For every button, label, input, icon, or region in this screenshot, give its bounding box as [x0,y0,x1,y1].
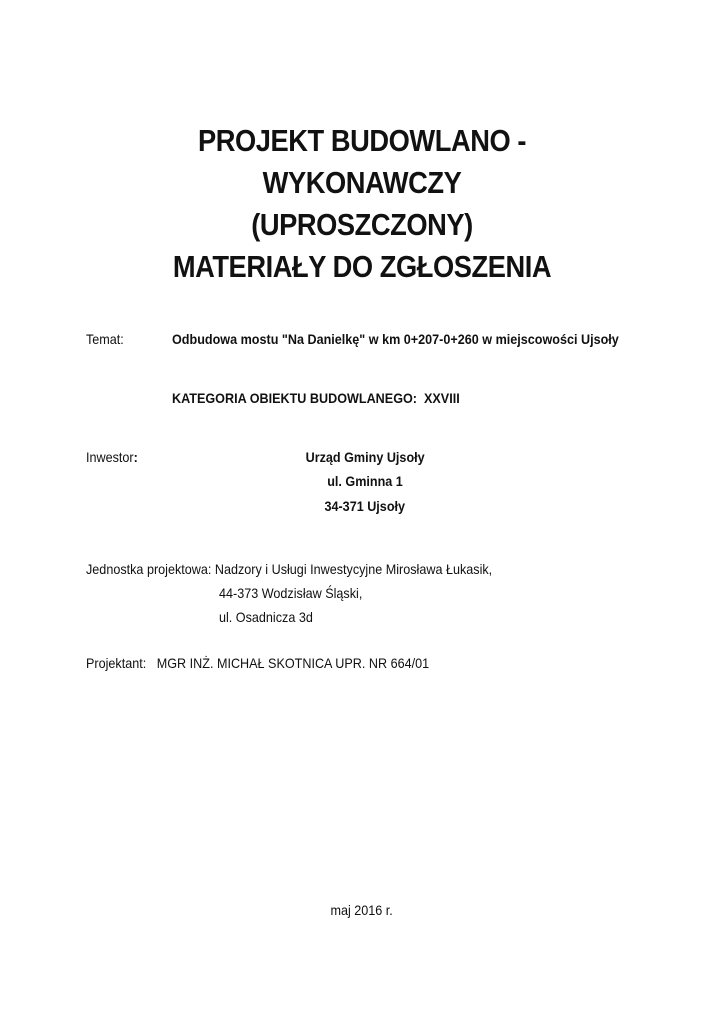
investor-line-2: ul. Gminna 1 [327,473,403,489]
topic-label: Temat: [86,331,124,347]
design-unit-label: Jednostka projektowa: [86,561,212,577]
design-unit-line-3: ul. Osadnicza 3d [219,609,313,625]
title-line-3: (UPROSZCZONY) [251,207,473,242]
design-unit-line-2: 44-373 Wodzisław Śląski, [219,585,363,601]
document-title [43,120,680,288]
investor-label: Inwestor [86,449,134,465]
investor-line-1: Urząd Gminy Ujsoły [305,449,425,465]
investor-line-3: 34-371 Ujsoły [324,498,406,514]
building-category: KATEGORIA OBIEKTU BUDOWLANEGO: XXVIII [172,390,460,406]
design-unit-row-3 [219,608,323,626]
designer-value: MGR INŻ. MICHAŁ SKOTNICA UPR. NR 664/01 [156,655,430,671]
category-wrap [172,389,492,407]
design-unit-row-1 [86,560,537,578]
document-date: maj 2016 r. [330,902,394,918]
design-unit-row-2 [219,584,378,602]
topic-value: Odbudowa mostu "Na Danielkę" w km 0+207-0+260 w miejscowości Ujsoły [172,331,619,347]
designer-row [86,654,467,672]
title-line-1: PROJEKT BUDOWLANO - [197,123,527,158]
title-line-2: WYKONAWCZY [262,165,462,200]
date-wrap [0,901,724,919]
design-unit-line-1: Nadzory i Usługi Inwestycyjne Mirosława Łukasik, [214,561,493,577]
investor-label-colon: : [133,449,138,465]
topic-label-wrap [86,330,128,348]
designer-label: Projektant: [86,655,147,671]
investor-label-wrap [86,448,144,466]
title-line-4: MATERIAŁY DO ZGŁOSZENIA [172,249,552,284]
topic-value-wrap [172,330,668,348]
